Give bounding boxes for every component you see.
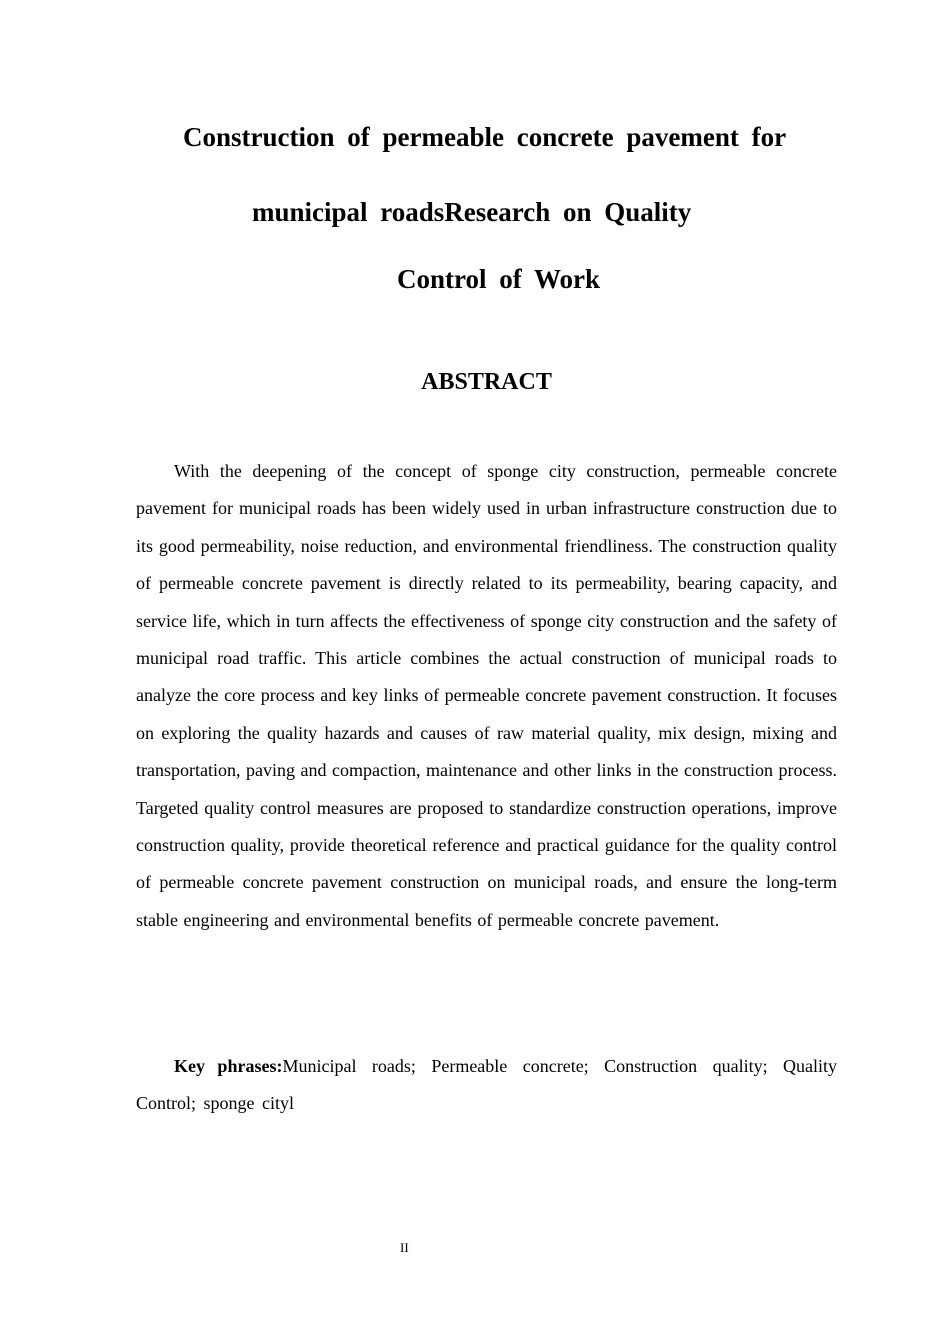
title-line-1: Construction of permeable concrete pavement for: [183, 122, 787, 152]
abstract-heading: ABSTRACT: [421, 369, 552, 395]
keywords-label: Key phrases:: [174, 1056, 283, 1076]
keywords-paragraph: [136, 1048, 837, 1123]
keywords-text: Municipal roads; Permeable concrete; Construction quality; Quality Control; sponge cityl: [136, 1056, 838, 1114]
title-line-2: municipal roadsResearch on Quality: [252, 197, 692, 227]
title-line-3: Control of Work: [397, 264, 601, 294]
abstract-body: With the deepening of the concept of sponge city construction, permeable concrete pavement for municipal roads has been widely used in urban infrastructure construction due to its good permeability, noise reduction, and environmental friendliness. The construction quality of permeable concrete pavement is directly related to its permeability, bearing capacity, and service life, which in turn affects the effectiveness of sponge city construction and the safety of municipal road traffic. This article combines the actual construction of municipal roads to analyze the core process and key links of permeable concrete pavement construction. It focuses on exploring the quality hazards and causes of raw material quality, mix design, mixing and transportation, paving and compaction, maintenance and other links in the construction process. Targeted quality control measures are proposed to standardize construction operations, improve construction quality, provide theoretical reference and practical guidance for the quality control of permeable concrete pavement construction on municipal roads, and ensure the long-term stable engineering and environmental benefits of permeable concrete pavement.: [136, 461, 837, 930]
page-number: II: [400, 1240, 409, 1255]
